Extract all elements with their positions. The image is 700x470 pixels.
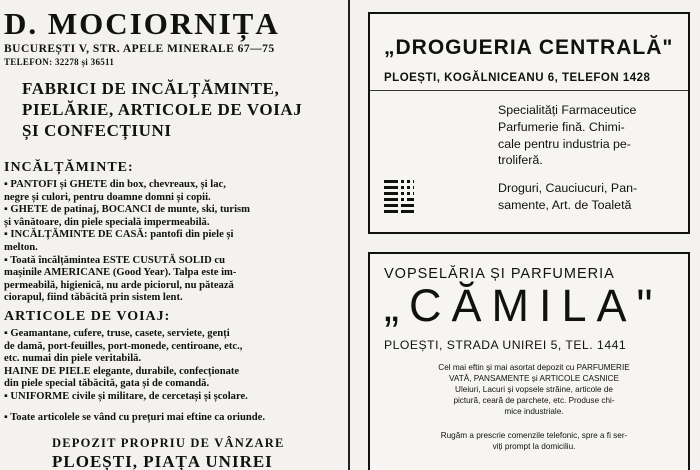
depot-line: DEPOZIT PROPRIU DE VÂNZARE [52, 436, 285, 450]
list-item: ▪ INCĂLȚĂMINTE DE CASĂ: pantofi din piele și [4, 229, 234, 241]
list-item: ciorapul, fiind tăbăcită prin sistem lent. [4, 292, 183, 304]
list-item: permeabilă, higienică, nu arde piciorul, nu pătează [4, 279, 234, 291]
list-item: mașinile AMERICANE (Good Year). Talpa este im- [4, 267, 237, 279]
description-line: pictură, ceară de parchete, etc. Produse chi- [453, 396, 615, 405]
list-item: de damă, port-feuilles, port-monede, centiroane, etc., [4, 340, 243, 352]
camila-footer [384, 430, 684, 452]
specialty-line: cale pentru industria pe- [498, 136, 631, 151]
specialty-line: Parfumerie fină. Chimi- [498, 119, 625, 134]
travel-list [4, 328, 342, 404]
description-line: mice industriale. [504, 407, 564, 416]
footer-line: viți prompt la domiciliu. [492, 442, 576, 451]
mociornita-address: BUCUREȘTI V, STR. APELE MINERALE 67—75 [4, 43, 275, 55]
list-item: și vânătoare, din piele specială impermeabilă. [4, 216, 210, 228]
footwear-list [4, 179, 342, 305]
drogueria-address: PLOEȘTI, KOGĂLNICEANU 6, TELEFON 1428 [384, 72, 651, 84]
heading-line: PIELĂRIE, ARTICOLE DE VOIAJ [22, 100, 303, 119]
travel-section-title: ARTICOLE DE VOIAJ: [4, 309, 171, 324]
specialty-line: Specialități Farmaceutice [498, 103, 637, 117]
drogueria-goods [498, 180, 686, 214]
mociornita-ad [0, 0, 342, 470]
list-item: negre și culori, pentru doamne domni și copii. [4, 191, 211, 203]
list-item: ▪ Toată încălțămintea ESTE CUSUTĂ SOLID cu [4, 254, 225, 266]
footer-line: Rugăm a prescrie comenzile telefonic, spre a fi ser- [440, 431, 628, 440]
list-item: ▪ PANTOFI și GHETE din box, chevreaux, și lac, [4, 179, 226, 190]
camila-ad [368, 252, 690, 470]
depot-city: PLOEȘTI, PIAȚA UNIREI [52, 452, 273, 470]
price-note-text: ▪ Toate articolele se vând cu prețuri mai eftine ca oriunde. [4, 412, 266, 423]
drogueria-title: „DROGUERIA CENTRALĂ" [384, 36, 674, 59]
price-note [4, 412, 342, 425]
goods-line: samente, Art. de Toaletă [498, 197, 632, 212]
list-item: melton. [4, 241, 38, 253]
footwear-section-title: INCĂLȚĂMINTE: [4, 160, 134, 175]
list-item: etc. numai din piele veritabilă. [4, 353, 142, 365]
description-line: Uleiuri, Lacuri și vopsele străine, articole de [455, 385, 613, 394]
camila-heading: VOPSELĂRIA ȘI PARFUMERIA [384, 266, 615, 282]
drogueria-specialties [498, 102, 686, 169]
mociornita-heading [22, 78, 342, 141]
list-item: ▪ Geamantane, cufere, truse, casete, serviete, genți [4, 328, 230, 339]
list-item: ▪ GHETE de patinaj, BOCANCI de munte, ski, turism [4, 204, 250, 216]
camila-address: PLOEȘTI, STRADA UNIREI 5, TEL. 1441 [384, 338, 627, 352]
drogueria-ad [368, 12, 690, 234]
list-item: din piele special tăbăcită, gata și de comandă. [4, 378, 210, 390]
description-line: Cel mai eftin și mai asortat depozit cu PARFUMERIE [438, 363, 630, 372]
list-item: HAINE DE PIELE elegante, durabile, confecționate [4, 365, 240, 377]
mociornita-phone: TELEFON: 32278 și 36511 [4, 57, 115, 67]
list-item: ▪ UNIFORME civile și militare, de cercetași și școlare. [4, 390, 248, 402]
camila-description [384, 362, 684, 417]
heading-line: FABRICI DE INCĂLȚĂMINTE, [22, 79, 280, 98]
description-line: VATĂ, PANSAMENTE și ARTICOLE CASNICE [449, 374, 619, 383]
specialty-line: troliferă. [498, 153, 543, 168]
striped-logo-icon [384, 180, 414, 214]
camila-brand: „CĂMILA" [384, 280, 663, 331]
mociornita-brand: D. MOCIORNIȚA [4, 6, 280, 41]
heading-line: ȘI CONFECȚIUNI [22, 121, 172, 140]
column-divider [348, 0, 350, 470]
divider [370, 90, 688, 91]
goods-line: Droguri, Cauciucuri, Pan- [498, 181, 638, 195]
